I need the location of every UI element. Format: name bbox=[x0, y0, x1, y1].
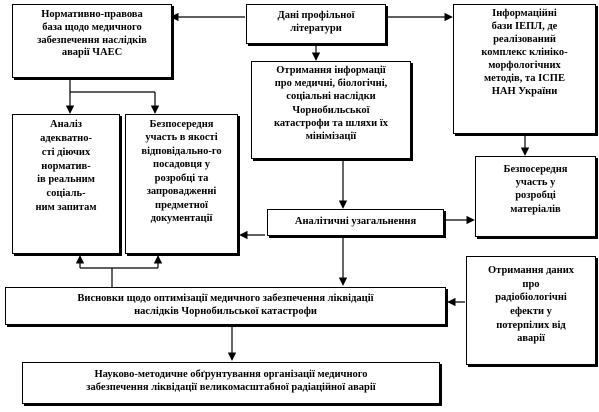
obtaining-information-box: Отримання інформації про медичні, біологічні, соціальні наслідки Чорнобильської катастрофи та шляхи їх мінімізації bbox=[251, 61, 411, 159]
participation-documentation-box: Безпосередня участь в якості відповідально-го посадовця у розробці та запровадженні предметної документації bbox=[125, 114, 238, 254]
scientific-substantiation-box: Науково-методичне обґрунтування організації медичного забезпечення ліквідації великомасштабної радіаційної аварії bbox=[22, 362, 440, 404]
conclusions-box: Висновки щодо оптимізації медичного забезпечення ліквідації наслідків Чорнобильської катастрофи bbox=[5, 287, 446, 325]
literature-data-box: Дані профільної літератури bbox=[246, 4, 386, 44]
information-bases-box: Інформаційні бази ІЕПЛ, де реалізований комплекс клініко- морфологічних методів, та ІСПЕ НАН України bbox=[453, 4, 596, 134]
regulatory-base-box: Нормативно-правова база щодо медичного забезпечення наслідків аварії ЧАЕС bbox=[12, 4, 172, 78]
radiobiological-data-box: Отримання даних про радіобіологічні ефекти у потерпілих від аварії bbox=[466, 256, 596, 365]
analytic-generalization-box: Аналітичні узагальнення bbox=[267, 209, 444, 236]
direct-participation-box: Безпосередня участь у розробці матеріалів bbox=[475, 156, 596, 237]
adequacy-analysis-box: Аналіз адекватно- сті діючих норматив- ів реальним соціаль- ним запитам bbox=[12, 114, 120, 254]
